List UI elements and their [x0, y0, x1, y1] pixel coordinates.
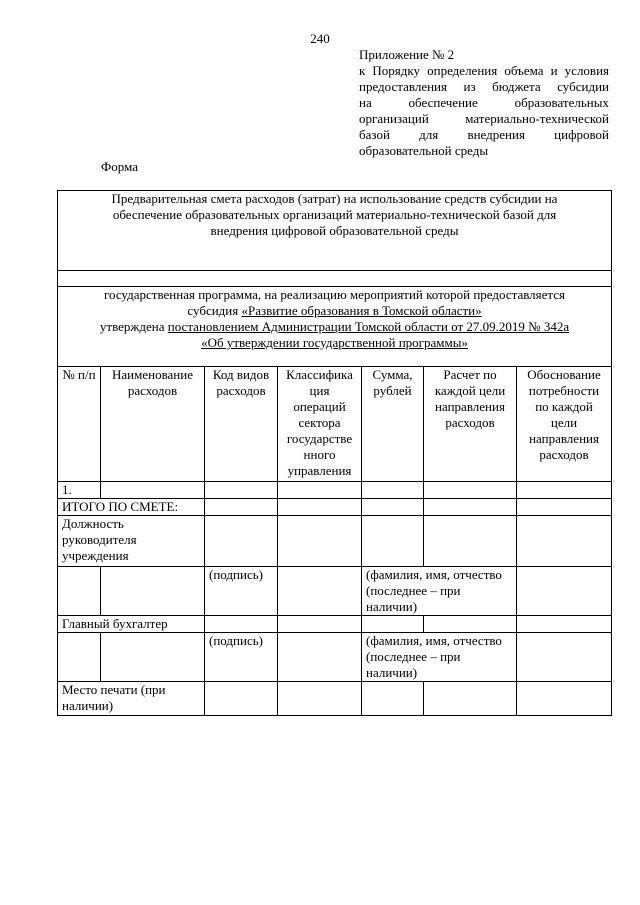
appendix-line: предоставления из бюджета субсидии: [359, 79, 609, 94]
cell-empty[interactable]: [278, 682, 362, 716]
cell-empty[interactable]: [58, 633, 101, 682]
col-header-name: Наименование расходов: [101, 367, 205, 482]
seal-row: [58, 682, 612, 716]
cell-empty[interactable]: [424, 682, 517, 716]
estimate-title-line: Предварительная смета расходов (затрат) на использование средств субсидии на: [111, 191, 558, 206]
program-cell: [58, 287, 612, 367]
cell-empty[interactable]: [205, 616, 278, 633]
cell-empty[interactable]: [205, 499, 278, 516]
estimate-title-line: внедрения цифровой образовательной среды: [210, 223, 459, 238]
cell-empty[interactable]: [205, 682, 278, 716]
cell-empty[interactable]: [517, 567, 612, 616]
appendix-title: Приложение № 2: [359, 47, 455, 62]
col-header-calculation: Расчет по каждой цели направления расходов: [424, 367, 517, 482]
cell-empty[interactable]: [517, 516, 612, 567]
cell-empty[interactable]: [517, 499, 612, 516]
head-position-label: Должность руководителя учреждения: [58, 516, 205, 567]
fio-label: (фамилия, имя, отчество (последнее – при наличии): [362, 633, 517, 682]
total-label: ИТОГО ПО СМЕТЕ:: [58, 499, 205, 516]
col-header-number: № п/п: [58, 367, 101, 482]
approval-line: [62, 319, 607, 335]
cell-empty[interactable]: [424, 516, 517, 567]
cell-empty[interactable]: [517, 482, 612, 499]
cell-empty[interactable]: [278, 616, 362, 633]
appendix-line: базой для внедрения цифровой: [359, 127, 609, 142]
cell-empty[interactable]: [278, 499, 362, 516]
appendix-line: образовательной среды: [359, 143, 489, 158]
cell-empty[interactable]: [101, 633, 205, 682]
approval-prefix: утверждена: [99, 319, 168, 334]
accountant-signature-row: [58, 633, 612, 682]
program-name: «Развитие образования в Томской области»: [241, 303, 482, 318]
cell-empty[interactable]: [101, 482, 205, 499]
cell-empty[interactable]: [424, 499, 517, 516]
cell-empty[interactable]: [101, 567, 205, 616]
cell-empty[interactable]: [205, 482, 278, 499]
accountant-row: [58, 616, 612, 633]
cell-empty[interactable]: [278, 567, 362, 616]
cell-empty[interactable]: [58, 567, 101, 616]
estimate-title-line: обеспечение образовательных организаций материально-технической базой для: [112, 207, 557, 222]
approval-title: «Об утверждении государственной программы»: [201, 335, 468, 350]
approval-resolution: постановлением Администрации Томской области от 27.09.2019 № 342а: [167, 319, 570, 334]
cell-empty[interactable]: [362, 616, 424, 633]
col-header-sum: Сумма, рублей: [362, 367, 424, 482]
cell-empty[interactable]: [362, 682, 424, 716]
signature-label: (подпись): [205, 633, 278, 682]
column-header-row: [58, 367, 612, 482]
row-number: 1.: [58, 482, 101, 499]
cell-empty[interactable]: [424, 616, 517, 633]
cell-empty[interactable]: [517, 682, 612, 716]
cell-empty[interactable]: [362, 482, 424, 499]
cell-empty[interactable]: [424, 482, 517, 499]
cell-empty[interactable]: [278, 633, 362, 682]
form-label: Форма: [101, 159, 138, 174]
col-header-justification: Обоснование потребности по каждой цели направления расходов: [517, 367, 612, 482]
estimate-table: [57, 190, 612, 716]
table-row: [58, 482, 612, 499]
col-header-classification: Классифика ция операций сектора государстве нного управления: [278, 367, 362, 482]
appendix-line: к Порядку определения объема и условия: [359, 63, 609, 78]
head-signature-row: [58, 567, 612, 616]
cell-empty[interactable]: [517, 616, 612, 633]
cell-empty[interactable]: [362, 516, 424, 567]
estimate-title-cell: [58, 191, 612, 271]
page-number: 240: [310, 31, 330, 46]
appendix-line: на обеспечение образовательных: [359, 95, 609, 110]
cell-empty[interactable]: [278, 482, 362, 499]
cell-empty[interactable]: [517, 633, 612, 682]
appendix-line: организаций материально-технической: [359, 111, 609, 126]
col-header-code: Код видов расходов: [205, 367, 278, 482]
cell-empty[interactable]: [362, 499, 424, 516]
blank-row[interactable]: [58, 271, 612, 287]
appendix-block: [359, 47, 609, 159]
cell-empty[interactable]: [278, 516, 362, 567]
total-row: [58, 499, 612, 516]
cell-empty[interactable]: [205, 516, 278, 567]
head-row: [58, 516, 612, 567]
fio-label: (фамилия, имя, отчество (последнее – при наличии): [362, 567, 517, 616]
program-prefix: субсидия: [187, 303, 242, 318]
signature-label: (подпись): [205, 567, 278, 616]
accountant-label: Главный бухгалтер: [58, 616, 205, 633]
program-line: [62, 303, 607, 319]
seal-label: Место печати (при наличии): [58, 682, 205, 716]
program-line: государственная программа, на реализацию мероприятий которой предоставляется: [104, 287, 566, 302]
